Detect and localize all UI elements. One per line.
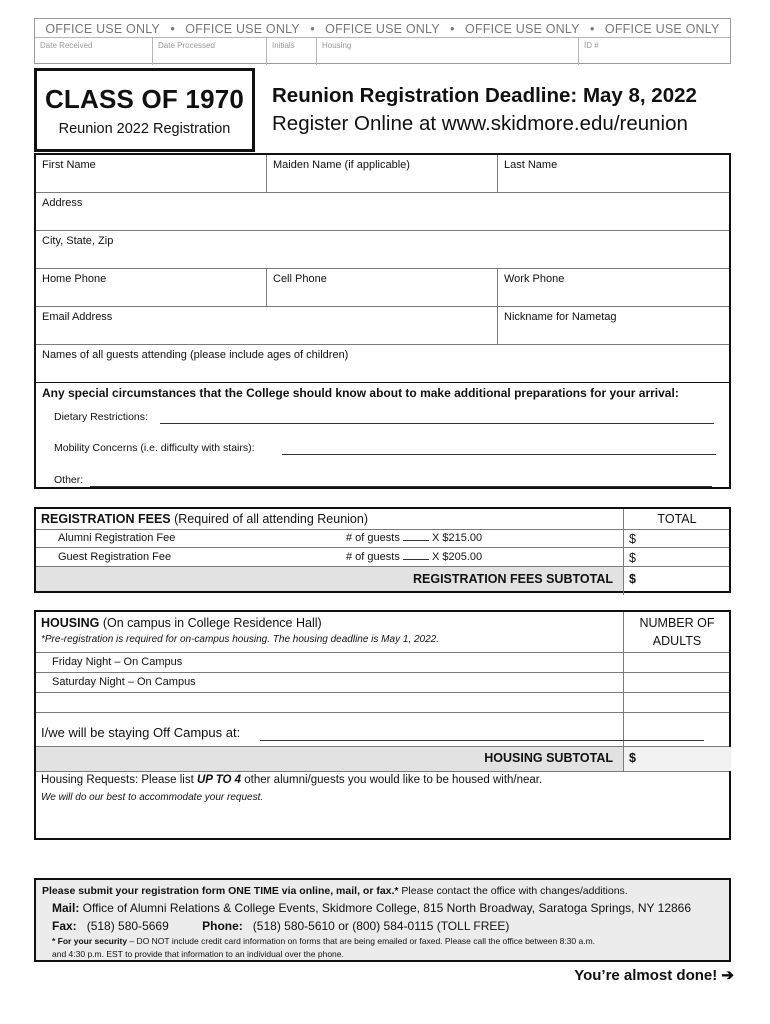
- class-title: CLASS OF 1970: [44, 84, 245, 114]
- other-label: Other:: [54, 474, 84, 486]
- alumni-fee-calc: [346, 532, 482, 544]
- submit-instructions: [42, 885, 628, 897]
- work-phone-field[interactable]: [497, 269, 729, 306]
- housing-requests-text: [41, 774, 542, 786]
- id-field[interactable]: [579, 38, 732, 65]
- divider: [36, 771, 729, 772]
- special-circumstances-heading: Any special circumstances that the College should know about to make additional preparations for your arrival:: [42, 386, 679, 400]
- date-received-label: Date Received: [40, 41, 93, 50]
- bullet-separator: •: [589, 22, 595, 36]
- cell-phone-label: Cell Phone: [273, 273, 327, 285]
- guest-fee-calc: [346, 551, 482, 563]
- name-row: [36, 155, 729, 193]
- maiden-name-label: Maiden Name (if applicable): [273, 159, 410, 171]
- off-campus-label: I/we will be staying Off Campus at:: [41, 725, 241, 740]
- first-name-label: First Name: [42, 159, 96, 171]
- date-processed-label: Date Processed: [158, 41, 215, 50]
- address-row: [36, 193, 729, 231]
- housing-requests-pre: Housing Requests: Please list: [41, 774, 197, 786]
- off-campus-input-line[interactable]: [260, 740, 704, 741]
- housing-requests-emphasis: UP TO 4: [196, 774, 242, 786]
- housing-deadline-note: *Pre-registration is required for on-campus housing. The housing deadline is May 1, 2022.: [41, 634, 439, 645]
- last-name-label: Last Name: [504, 159, 558, 171]
- office-use-fields: [35, 37, 730, 64]
- work-phone-label: Work Phone: [504, 273, 565, 285]
- initials-label: Initials: [272, 41, 295, 50]
- guest-fee-amount: X $205.00: [431, 551, 483, 563]
- guests-label: Names of all guests attending (please include ages of children): [42, 349, 349, 361]
- address-label: Address: [42, 197, 83, 209]
- email-field[interactable]: [36, 307, 497, 344]
- fees-heading-bold: REGISTRATION FEES: [41, 512, 171, 526]
- friday-adults-field[interactable]: [624, 653, 731, 672]
- number-of-header: NUMBER OF: [639, 616, 715, 630]
- housing-office-field[interactable]: [317, 38, 579, 65]
- guest-fee-label: Guest Registration Fee: [58, 551, 172, 563]
- nickname-field[interactable]: [497, 307, 729, 344]
- maiden-name-field[interactable]: [266, 155, 497, 192]
- last-name-field[interactable]: [497, 155, 729, 192]
- security-note-line2: and 4:30 p.m. EST to provide that information to an individual over the phone.: [52, 949, 344, 959]
- guest-guests-input[interactable]: [403, 551, 429, 560]
- office-use-label: OFFICE USE ONLY: [465, 22, 580, 36]
- housing-heading: [41, 616, 322, 630]
- office-use-label: OFFICE USE ONLY: [185, 22, 300, 36]
- phone-label: Phone:: [202, 919, 243, 933]
- mail-line: [52, 901, 691, 915]
- total-column-header: TOTAL: [657, 512, 697, 526]
- housing-subtotal-label: HOUSING SUBTOTAL: [484, 751, 613, 765]
- friday-night-label: Friday Night – On Campus: [52, 656, 183, 668]
- subtotal-value-shading: [624, 747, 731, 771]
- housing-requests-post: other alumni/guests you would like to be housed with/near.: [241, 774, 543, 786]
- cell-phone-field[interactable]: [266, 269, 497, 306]
- alumni-total-dollar: $: [629, 532, 636, 546]
- dietary-label: Dietary Restrictions:: [54, 411, 148, 423]
- saturday-adults-field[interactable]: [624, 673, 731, 692]
- date-received-field[interactable]: [35, 38, 153, 65]
- office-use-label: OFFICE USE ONLY: [45, 22, 160, 36]
- home-phone-field[interactable]: [36, 269, 266, 306]
- mail-label: Mail:: [52, 901, 80, 915]
- phone-row: [36, 269, 729, 307]
- other-input-line[interactable]: [90, 486, 712, 487]
- fees-heading: [41, 512, 368, 526]
- security-note-bold: * For your security: [52, 936, 128, 946]
- phone-numbers: (518) 580-5610 or (800) 584-0115 (TOLL FREE): [252, 919, 510, 933]
- first-name-field[interactable]: [36, 155, 266, 192]
- fax-number: (518) 580-5669: [86, 919, 169, 933]
- housing-subtotal-dollar: $: [629, 751, 636, 765]
- office-use-banner: [35, 21, 730, 37]
- security-note-rest: – DO NOT include credit card information on forms that are being emailed or faxed. Please call the office between 8:30 a.m.: [127, 936, 596, 946]
- fees-heading-note: (Required of all attending Reunion): [170, 512, 368, 526]
- registration-fees-subtotal-label: REGISTRATION FEES SUBTOTAL: [412, 572, 613, 586]
- fax-phone-line: [52, 919, 509, 933]
- housing-heading-note: (On campus in College Residence Hall): [99, 616, 322, 630]
- almost-done-text: You’re almost done! ➔: [574, 967, 734, 984]
- divider: [36, 547, 729, 548]
- alumni-fee-label: Alumni Registration Fee: [58, 532, 176, 544]
- alumni-guests-input[interactable]: [403, 532, 429, 541]
- nickname-label: Nickname for Nametag: [504, 311, 617, 323]
- guests-row: [36, 345, 729, 383]
- date-processed-field[interactable]: [153, 38, 267, 65]
- registration-subtotal-dollar: $: [629, 572, 636, 586]
- initials-field[interactable]: [267, 38, 317, 65]
- guest-total-dollar: $: [629, 551, 636, 565]
- mobility-input-line[interactable]: [282, 454, 716, 455]
- class-box: [34, 68, 255, 152]
- guest-guests-label: # of guests: [346, 551, 400, 563]
- divider: [36, 529, 729, 530]
- bullet-separator: •: [310, 22, 315, 36]
- office-use-label: OFFICE USE ONLY: [604, 22, 720, 36]
- id-label: ID #: [584, 41, 599, 50]
- adults-header: ADULTS: [652, 634, 702, 648]
- office-use-strip: [34, 18, 731, 64]
- guests-field[interactable]: [36, 345, 729, 382]
- register-online-text: Register Online at www.skidmore.edu/reunion: [272, 112, 688, 135]
- security-note: [52, 936, 595, 946]
- submit-instructions-bold: Please submit your registration form ONE TIME via online, mail, or fax.*: [42, 885, 399, 897]
- personal-info-section: [34, 153, 731, 489]
- office-use-label: OFFICE USE ONLY: [325, 22, 440, 36]
- registration-fees-section: [34, 507, 731, 593]
- mail-address: Office of Alumni Relations & College Events, Skidmore College, 815 North Broadway, Saratoga Springs, NY 12866: [79, 901, 692, 915]
- submission-info-box: [34, 878, 731, 962]
- address-field[interactable]: [36, 193, 729, 230]
- housing-requests-field[interactable]: [36, 806, 731, 838]
- dietary-input-line[interactable]: [160, 423, 714, 424]
- class-subtitle: Reunion 2022 Registration: [58, 121, 231, 137]
- city-row: [36, 231, 729, 269]
- bullet-separator: •: [450, 22, 455, 36]
- housing-heading-bold: HOUSING: [41, 616, 100, 630]
- submit-instructions-rest: Please contact the office with changes/additions.: [398, 885, 628, 897]
- registration-deadline: Reunion Registration Deadline: May 8, 2022: [272, 84, 697, 107]
- saturday-night-label: Saturday Night – On Campus: [52, 676, 196, 688]
- city-state-zip-label: City, State, Zip: [42, 235, 114, 247]
- email-row: [36, 307, 729, 345]
- housing-requests-note: We will do our best to accommodate your request.: [41, 792, 264, 803]
- bullet-separator: •: [170, 22, 175, 36]
- fax-label: Fax:: [52, 919, 77, 933]
- email-label: Email Address: [42, 311, 113, 323]
- alumni-guests-label: # of guests: [346, 532, 400, 544]
- housing-section: [34, 610, 731, 840]
- housing-office-label: Housing: [322, 41, 352, 50]
- divider: [36, 712, 729, 713]
- mobility-label: Mobility Concerns (i.e. difficulty with stairs):: [54, 442, 255, 454]
- divider: [36, 692, 729, 693]
- home-phone-label: Home Phone: [42, 273, 107, 285]
- city-state-zip-field[interactable]: [36, 231, 729, 268]
- alumni-fee-amount: X $215.00: [431, 532, 483, 544]
